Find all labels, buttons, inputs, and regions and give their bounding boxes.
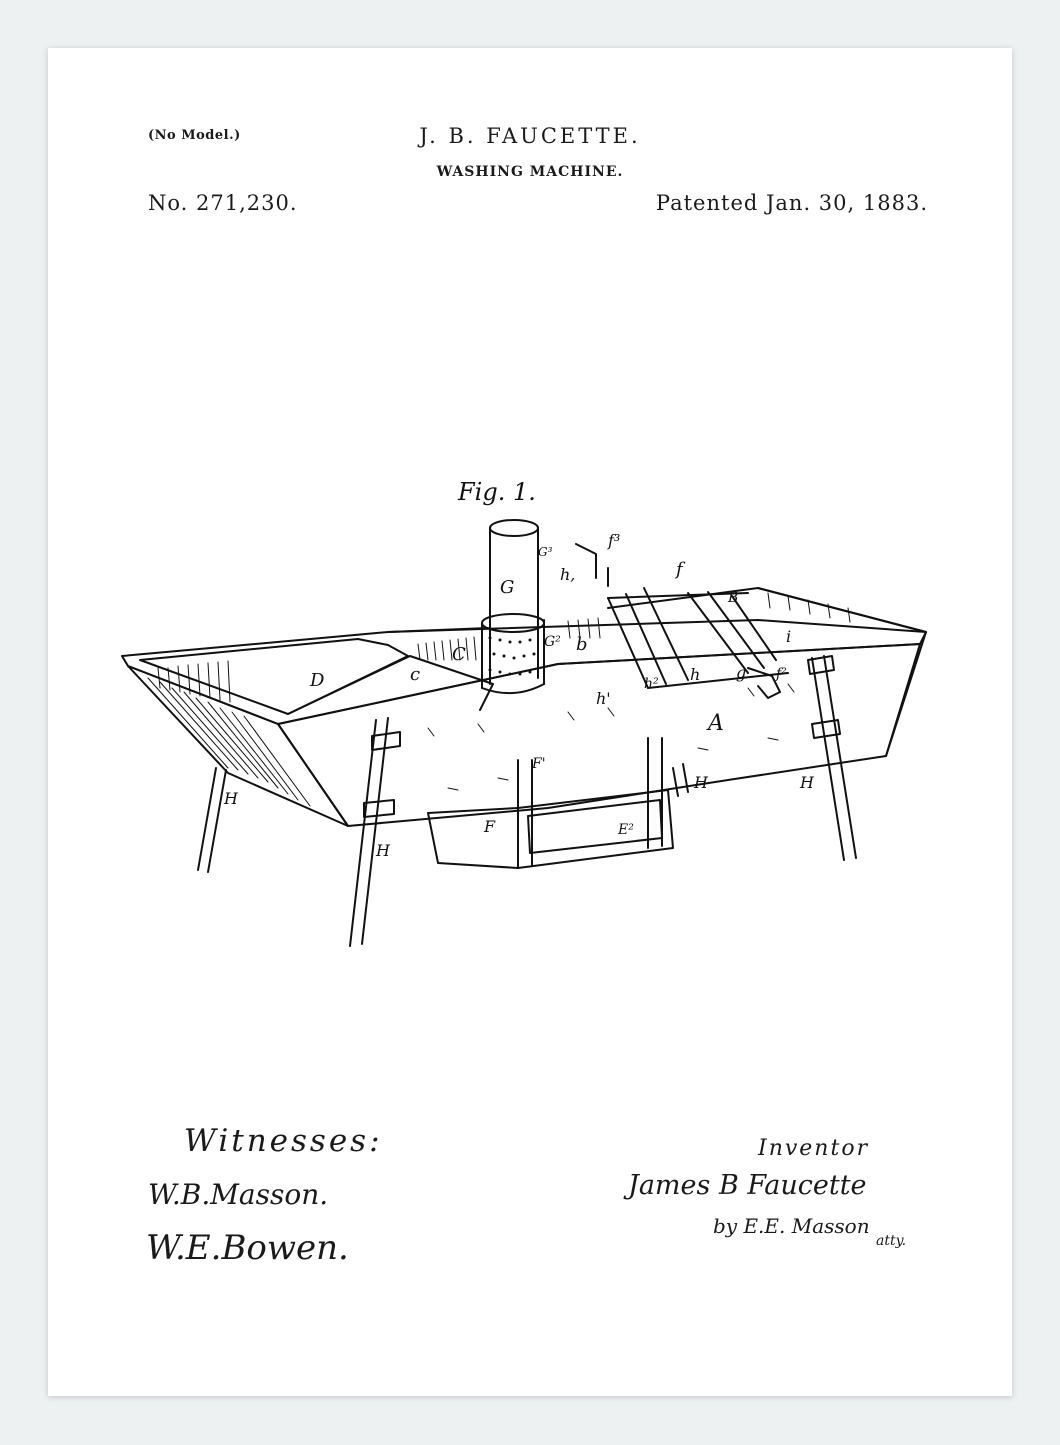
- label-G3: G³: [538, 545, 553, 559]
- label-H-front: H: [376, 841, 390, 860]
- label-F1: F': [532, 756, 546, 772]
- perforations: [490, 638, 534, 674]
- label-C: C: [452, 644, 466, 665]
- leg-front-right: [812, 656, 856, 860]
- patent-number: No. 271,230.: [148, 191, 298, 215]
- label-h1b: h': [596, 689, 611, 708]
- label-f3: f³: [608, 531, 621, 550]
- witnesses-label: Witnesses:: [184, 1123, 383, 1159]
- patent-sheet: [48, 48, 1012, 1396]
- witness-signature-2: W.E.Bowen.: [146, 1228, 349, 1268]
- cylinder-g: [490, 528, 538, 684]
- label-D: D: [310, 670, 325, 691]
- patent-drawing: [48, 48, 1012, 1048]
- label-H-right: H: [800, 773, 814, 792]
- label-c: c: [410, 664, 421, 685]
- label-g: g: [736, 663, 747, 682]
- label-f: f: [676, 559, 683, 580]
- inventor-signature: James B Faucette: [628, 1170, 867, 1201]
- label-b: b: [576, 634, 588, 655]
- label-F: F: [484, 817, 496, 836]
- label-i: i: [786, 627, 792, 646]
- invention-title: WASHING MACHINE.: [436, 164, 624, 180]
- label-H-mid: H: [694, 773, 708, 792]
- crank-handle: [576, 544, 608, 586]
- no-model-note: (No Model.): [148, 128, 241, 143]
- inventor-label: Inventor: [758, 1136, 870, 1161]
- label-H-left: H: [224, 789, 238, 808]
- label-h: h: [690, 665, 701, 684]
- label-E2: E²: [618, 822, 634, 838]
- label-G: G: [500, 577, 515, 598]
- leg-front-left: [350, 718, 388, 946]
- witness-signature-1: W.B.Masson.: [148, 1178, 329, 1211]
- label-h2: h²: [644, 676, 659, 692]
- label-A: A: [708, 711, 724, 736]
- label-G2: G²: [544, 634, 561, 650]
- patent-date: Patented Jan. 30, 1883.: [655, 191, 928, 215]
- label-B: B: [728, 590, 739, 606]
- leg-right: [673, 764, 688, 796]
- figure-caption: Fig. 1.: [458, 478, 536, 506]
- label-f2: f²: [776, 666, 787, 682]
- inventor-name: J. B. FAUCETTE.: [419, 124, 641, 148]
- label-h1: h,: [560, 565, 576, 584]
- attorney-abbrev: atty.: [876, 1233, 907, 1249]
- attorney-signature: by E.E. Masson: [713, 1214, 870, 1238]
- leg-left: [198, 768, 226, 872]
